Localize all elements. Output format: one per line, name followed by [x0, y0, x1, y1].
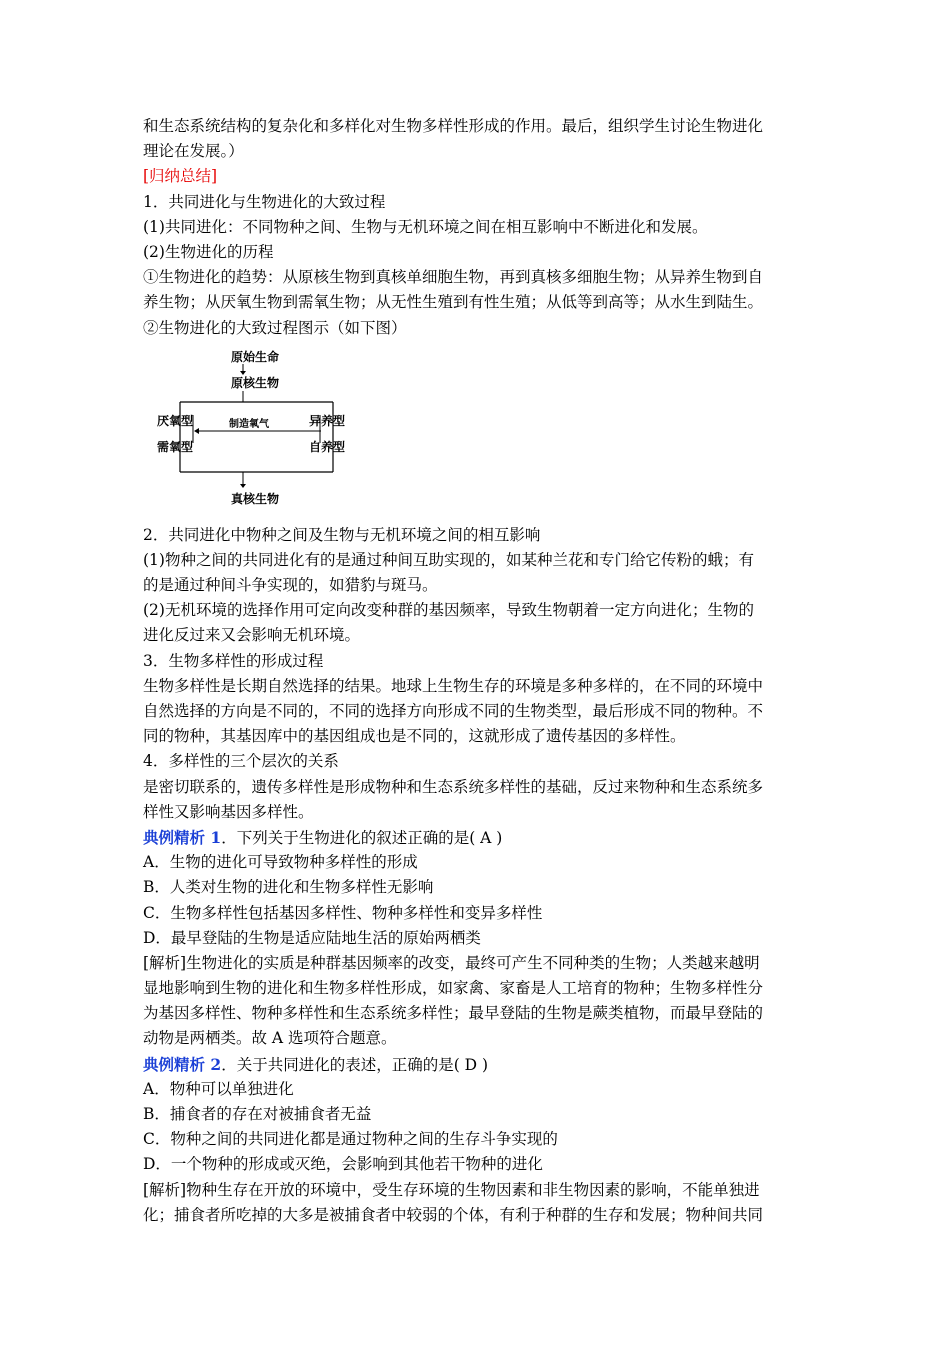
example2-label: 典例精析 2 [143, 1054, 222, 1074]
option-b: B．人类对生物的进化和生物多样性无影响 [143, 878, 434, 897]
arrow-head [240, 484, 246, 488]
text-line: (1)物种之间的共同进化有的是通过种间互助实现的，如某种兰花和专门给它传粉的蛾；有 [143, 550, 754, 569]
text-line: (1)共同进化：不同物种之间、生物与无机环境之间在相互影响中不断进化和发展。 [143, 217, 708, 236]
option-c: C．生物多样性包括基因多样性、物种多样性和变异多样性 [143, 903, 543, 922]
text-line: 进化反过来又会影响无机环境。 [143, 626, 361, 645]
diagram-right1: 异养型 [309, 413, 346, 428]
analysis-line: 为基因多样性、物种多样性和生态系统多样性；最早登陆的生物是蕨类植物，而最早登陆的 [143, 1004, 764, 1023]
analysis-line: [解析]生物进化的实质是种群基因频率的改变，最终可产生不同种类的生物；人类越来越明 [143, 953, 760, 972]
option-d: D．一个物种的形成或灭绝，会影响到其他若干物种的进化 [143, 1155, 543, 1174]
option-a: A．物种可以单独进化 [143, 1079, 294, 1098]
option-a: A．生物的进化可导致物种多样性的形成 [143, 853, 418, 872]
text-line: (2)无机环境的选择作用可定向改变种群的基因频率，导致生物朝着一定方向进化；生物的 [143, 601, 754, 620]
example1-question-line [143, 825, 813, 850]
diagram-top1: 原始生命 [231, 349, 280, 364]
diagram-middle: 制造氧气 [229, 418, 269, 430]
section-heading: 2．共同进化中物种之间及生物与无机环境之间的相互影响 [143, 525, 541, 544]
analysis-line: [解析]物种生存在开放的环境中，受生存环境的生物因素和非生物因素的影响，不能单独进 [143, 1180, 760, 1199]
example2-question-line [143, 1052, 813, 1077]
example1-label: 典例精析 1 [143, 827, 222, 847]
text-line: 和生态系统结构的复杂化和多样化对生物多样性形成的作用。最后，组织学生讨论生物进化 [143, 117, 764, 135]
diagram-top2: 原核生物 [231, 375, 280, 390]
diagram-right2: 自养型 [309, 439, 346, 454]
example1-question: ．下列关于生物进化的叙述正确的是( A ) [221, 828, 503, 847]
evolution-diagram-graphic [153, 347, 353, 517]
text-line: 自然选择的方向是不同的，不同的选择方向形成不同的生物类型，最后形成不同的物种。不 [143, 702, 764, 720]
example2-question: ．关于共同进化的表述，正确的是( D ) [221, 1055, 489, 1074]
option-c: C．物种之间的共同进化都是通过物种之间的生存斗争实现的 [143, 1130, 558, 1149]
analysis-line: 动物是两栖类。故 A 选项符合题意。 [143, 1029, 397, 1048]
text-line: ②生物进化的大致过程图示（如下图） [143, 318, 407, 337]
evolution-diagram [143, 347, 813, 517]
summary-heading: [归纳总结] [143, 167, 218, 186]
text-line: 是密切联系的，遗传多样性是形成物种和生态系统多样性的基础，反过来物种和生态系统多 [143, 777, 764, 796]
text-line: 养生物；从厌氧生物到需氧生物；从无性生殖到有性生殖；从低等到高等；从水生到陆生。 [143, 293, 764, 312]
section-heading: 3．生物多样性的形成过程 [143, 651, 324, 670]
text-line: ①生物进化的趋势：从原核生物到真核单细胞生物，再到真核多细胞生物；从异养生物到自 [143, 268, 764, 287]
section-heading: 1．共同进化与生物进化的大致过程 [143, 192, 386, 211]
text-line: 的是通过种间斗争实现的，如猎豹与斑马。 [143, 576, 438, 595]
option-b: B．捕食者的存在对被捕食者无益 [143, 1105, 372, 1123]
text-line: 生物多样性是长期自然选择的结果。地球上生物生存的环境是多种多样的，在不同的环境中 [143, 676, 764, 695]
analysis-line: 化；捕食者所吃掉的大多是被捕食者中较弱的个体，有利于种群的生存和发展；物种间共同 [143, 1205, 764, 1224]
option-d: D．最早登陆的生物是适应陆地生活的原始两栖类 [143, 928, 481, 947]
arrow-head [240, 371, 246, 375]
diagram-left1: 厌氧型 [157, 413, 194, 428]
analysis-line: 显地影响到生物的进化和生物多样性形成，如家禽、家畜是人工培育的物种；生物多样性分 [143, 979, 764, 998]
middle-arrow-head [194, 428, 199, 434]
diagram-bottom: 真核生物 [231, 491, 280, 506]
diagram-left2: 需氧型 [157, 439, 194, 454]
text-line: 理论在发展。） [143, 142, 244, 161]
document-page [143, 114, 813, 1228]
text-line: (2)生物进化的历程 [143, 242, 274, 261]
text-line: 样性又影响基因多样性。 [143, 802, 314, 821]
section-heading: 4．多样性的三个层次的关系 [143, 752, 339, 771]
text-line: 同的物种，其基因库中的基因组成也是不同的，这就形成了遗传基因的多样性。 [143, 727, 686, 746]
